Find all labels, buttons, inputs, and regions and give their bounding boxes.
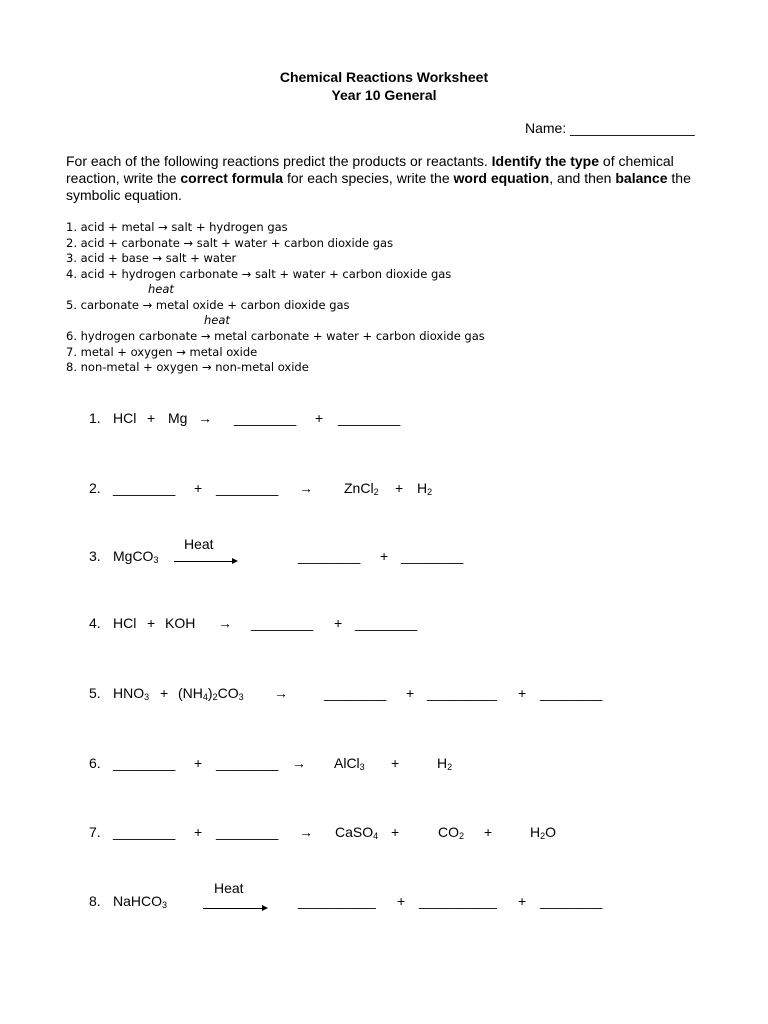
answer-blank[interactable]: ________ <box>234 410 297 426</box>
answer-blank[interactable]: ________ <box>324 685 387 701</box>
answer-blank[interactable]: ________ <box>540 685 603 701</box>
plus-sign: + <box>380 548 389 564</box>
rule-item: 2. acid + carbonate → salt + water + carbon dioxide gas <box>66 236 394 250</box>
answer-blank[interactable]: ________ <box>401 548 464 564</box>
arrow-icon: → <box>292 755 306 771</box>
product: CaSO$_4$ <box>335 824 379 841</box>
reactant: HCl <box>113 410 137 426</box>
rule-item: 6. hydrogen carbonate → metal carbonate + water + carbon dioxide gas <box>66 329 485 343</box>
instructions-text: of chemical reaction, write the <box>66 153 674 186</box>
answer-blank[interactable]: ________ <box>113 480 176 496</box>
plus-sign: + <box>147 615 156 631</box>
question-number: 8. <box>89 893 101 909</box>
rule-item: 4. acid + hydrogen carbonate → salt + water + carbon dioxide gas <box>66 267 452 281</box>
rule-item: 1. acid + metal → salt + hydrogen gas <box>66 220 288 234</box>
answer-blank[interactable]: ________ <box>540 893 603 909</box>
question-number: 2. <box>89 480 101 496</box>
instructions-text: for each species, write the <box>283 170 454 186</box>
answer-blank[interactable]: ________ <box>113 824 176 840</box>
plus-sign: + <box>484 824 493 840</box>
answer-blank[interactable]: __________ <box>419 893 497 909</box>
plus-sign: + <box>397 893 406 909</box>
worksheet-subtitle: Year 10 General <box>331 87 437 103</box>
instructions-text: For each of the following reactions predict the products or reactants. <box>66 153 492 169</box>
plus-sign: + <box>194 824 203 840</box>
plus-sign: + <box>391 824 400 840</box>
answer-blank[interactable]: ________ <box>298 548 361 564</box>
instructions-emphasis: correct formula <box>180 170 284 186</box>
question-number: 5. <box>89 685 101 701</box>
plus-sign: + <box>194 755 203 771</box>
arrow-icon: → <box>299 480 313 496</box>
rule-heat-label: heat <box>148 282 174 296</box>
heat-arrow-icon <box>262 905 268 911</box>
answer-blank[interactable]: ________ <box>216 480 279 496</box>
arrow-icon: → <box>198 410 212 426</box>
reactant: HCl <box>113 615 137 631</box>
answer-blank[interactable]: __________ <box>298 893 376 909</box>
answer-blank[interactable]: ________ <box>216 755 279 771</box>
plus-sign: + <box>160 685 169 701</box>
reactant: $HNO_3$ <box>113 685 150 702</box>
heat-label: Heat <box>214 880 244 896</box>
question-number: 1. <box>89 410 101 426</box>
arrow-icon: → <box>299 824 313 840</box>
answer-blank[interactable]: _________ <box>427 685 498 701</box>
plus-sign: + <box>147 410 156 426</box>
answer-blank[interactable]: ________ <box>251 615 314 631</box>
answer-blank[interactable]: ________ <box>355 615 418 631</box>
rule-item: 3. acid + base → salt + water <box>66 251 237 265</box>
instructions-text: the symbolic equation. <box>66 170 691 203</box>
product: ZnCl$_2$ <box>344 480 379 497</box>
plus-sign: + <box>194 480 203 496</box>
question-number: 4. <box>89 615 101 631</box>
rule-item: 7. metal + oxygen → metal oxide <box>66 345 258 359</box>
answer-blank[interactable]: ________ <box>113 755 176 771</box>
reactant: MgCO$_3$ <box>113 548 159 565</box>
question-number: 7. <box>89 824 101 840</box>
rule-item: 8. non-metal + oxygen → non-metal oxide <box>66 360 309 374</box>
plus-sign: + <box>391 755 400 771</box>
plus-sign: + <box>518 685 527 701</box>
instructions-text: , and then <box>549 170 616 186</box>
plus-sign: + <box>406 685 415 701</box>
plus-sign: + <box>315 410 324 426</box>
reactant: NaHCO$_3$ <box>113 893 168 910</box>
instructions-emphasis: Identify the type <box>491 153 600 169</box>
reactant: $(NH_4)_2CO_3$ <box>178 685 244 702</box>
answer-blank[interactable]: ________ <box>216 824 279 840</box>
heat-arrow-line <box>174 561 232 562</box>
plus-sign: + <box>395 480 404 496</box>
product: $H_2$ <box>417 480 433 497</box>
instructions-emphasis: word equation <box>453 170 550 186</box>
heat-arrow-icon <box>232 558 238 564</box>
name-field[interactable]: Name: ________________ <box>525 120 695 136</box>
worksheet-title: Chemical Reactions Worksheet <box>279 69 489 85</box>
arrow-icon: → <box>274 685 288 701</box>
heat-label: Heat <box>184 536 214 552</box>
instructions-emphasis: balance <box>615 170 668 186</box>
heat-arrow-line <box>203 908 262 909</box>
answer-blank[interactable]: ________ <box>338 410 401 426</box>
question-number: 6. <box>89 755 101 771</box>
question-number: 3. <box>89 548 101 564</box>
reactant: KOH <box>165 615 196 631</box>
rule-heat-label: heat <box>204 313 230 327</box>
product: $CO_2$ <box>438 824 465 841</box>
product: $H_2$ <box>437 755 453 772</box>
plus-sign: + <box>518 893 527 909</box>
product: $H_2O$ <box>530 824 557 841</box>
arrow-icon: → <box>218 615 232 631</box>
reactant: Mg <box>168 410 188 426</box>
plus-sign: + <box>334 615 343 631</box>
product: AlCl$_3$ <box>334 755 365 772</box>
instructions-paragraph <box>66 153 716 204</box>
rule-item: 5. carbonate → metal oxide + carbon dioxide gas <box>66 298 350 312</box>
